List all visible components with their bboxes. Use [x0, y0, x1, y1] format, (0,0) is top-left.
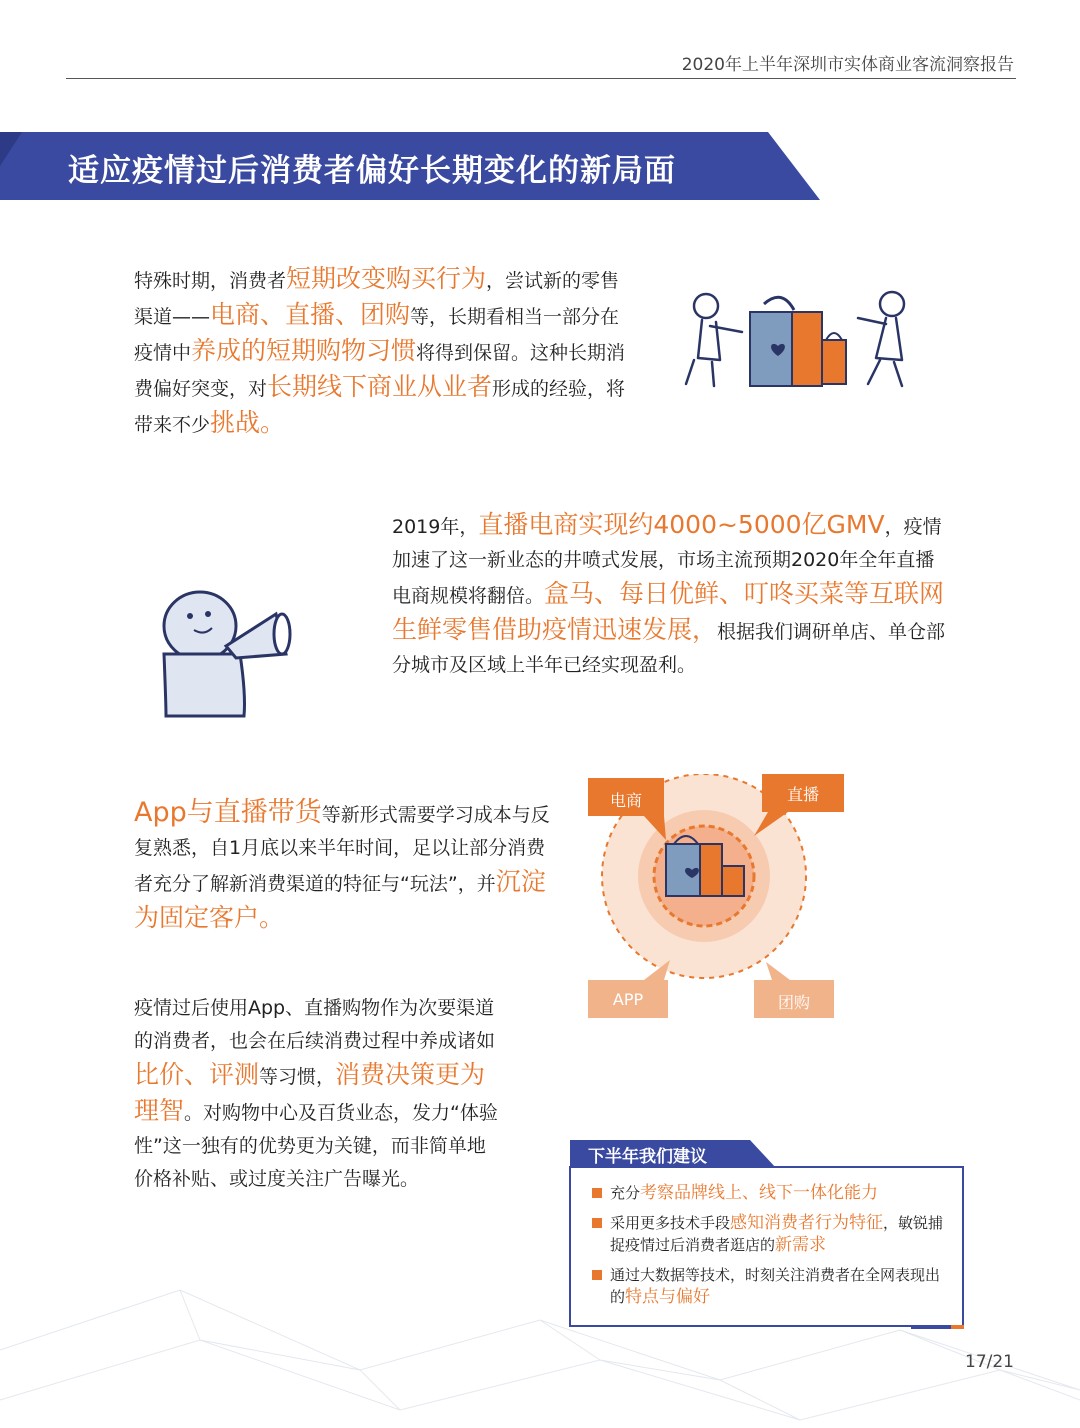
- text-span: 等新形式需要学习成本与反复熟悉，自1月底以来半年时间，足以让部分消费者充分了解新消费渠道的特征与“玩法”，并: [134, 804, 550, 895]
- report-title: 2020年上半年深圳市实体商业客流洞察报告: [681, 55, 1014, 75]
- text-span: 通过大数据等技术，时刻关注消费者在全网表现出的: [610, 1266, 941, 1306]
- text-span: ，疫情加速了这一新业态的井喷式发展，市场主流预期2020年全年直播电商规模将翻倍。: [392, 516, 942, 607]
- highlight-text: 长期线下商业从业者: [267, 372, 493, 401]
- text-span: 等习惯，: [259, 1066, 336, 1088]
- highlight-text: 盒马、每日优鲜、叮咚买菜等互联网生鲜零售借助疫情迅速发展，: [392, 579, 945, 644]
- text-span: ，尝试新的零售渠道——: [134, 270, 620, 328]
- header-divider: [66, 78, 1016, 79]
- highlight-text: 比价、评测: [134, 1060, 260, 1089]
- highlight-text: 沉淀为固定客户。: [134, 867, 546, 932]
- highlight-text: 电商、直播、团购: [210, 300, 411, 329]
- highlight-text: 直播电商实现约4000~5000亿GMV: [478, 510, 885, 539]
- highlight-text: 感知消费者行为特征: [730, 1213, 884, 1233]
- text-span: 充分: [610, 1184, 641, 1202]
- paragraph-consumer-behavior: [134, 262, 634, 442]
- highlight-text: 养成的短期购物习惯: [191, 336, 417, 365]
- text-span: 根据我们调研单店、单仓部分城市及区域上半年已经实现盈利。: [392, 621, 946, 676]
- highlight-text: App与直播带货: [134, 797, 322, 828]
- text-span: 特殊时期，消费者: [134, 270, 287, 292]
- suggestion-title: 下半年我们建议: [588, 1147, 707, 1167]
- section-title: 适应疫情过后消费者偏好长期变化的新局面: [68, 153, 676, 189]
- text-span: ，敏锐捕捉疫情过后消费者逛店的: [610, 1214, 944, 1254]
- highlight-text: 挑战。: [210, 408, 286, 437]
- text-span: 2019年，: [392, 516, 479, 538]
- paragraph-new-channels: [134, 796, 554, 937]
- page-number: 17/21: [965, 1352, 1014, 1372]
- highlight-text: 特点与偏好: [625, 1287, 711, 1307]
- tag-group-buying: 团购: [777, 993, 810, 1012]
- paragraph-rational-decisions: [134, 992, 504, 1196]
- text-span: 。对购物中心及百货业态，发力“体验性”这一独有的优势更为关键，而非简单地价格补贴、或过度关注广告曝光。: [134, 1102, 498, 1190]
- text-span: 等，长期看相当一部分在疫情中: [134, 306, 620, 364]
- bullet-square-icon: [592, 1188, 602, 1198]
- megaphone-person-illustration: [156, 584, 306, 724]
- tag-app: APP: [612, 990, 644, 1009]
- bullet-square-icon: [592, 1218, 602, 1228]
- text-span: 形成的经验，将带来不少: [134, 378, 626, 436]
- text-span: 将得到保留。这种长期消费偏好突变，对: [134, 342, 626, 400]
- tag-livestream: 直播: [786, 785, 819, 804]
- tag-ecommerce: 电商: [609, 791, 642, 810]
- highlight-text: 新需求: [775, 1235, 827, 1255]
- highlight-text: 考察品牌线上、线下一体化能力: [640, 1183, 879, 1203]
- suggestion-item: [592, 1182, 952, 1204]
- text-span: 采用更多技术手段: [610, 1214, 731, 1232]
- highlight-text: 消费决策更为理智: [134, 1060, 486, 1125]
- paragraph-live-commerce: [392, 508, 952, 682]
- shopping-figures-illustration: [680, 288, 920, 398]
- background-mesh-decoration: [0, 1230, 1080, 1428]
- highlight-text: 短期改变购买行为: [286, 264, 487, 293]
- text-span: 疫情过后使用App、直播购物作为次要渠道的消费者，也会在后续消费过程中养成诸如: [134, 997, 496, 1052]
